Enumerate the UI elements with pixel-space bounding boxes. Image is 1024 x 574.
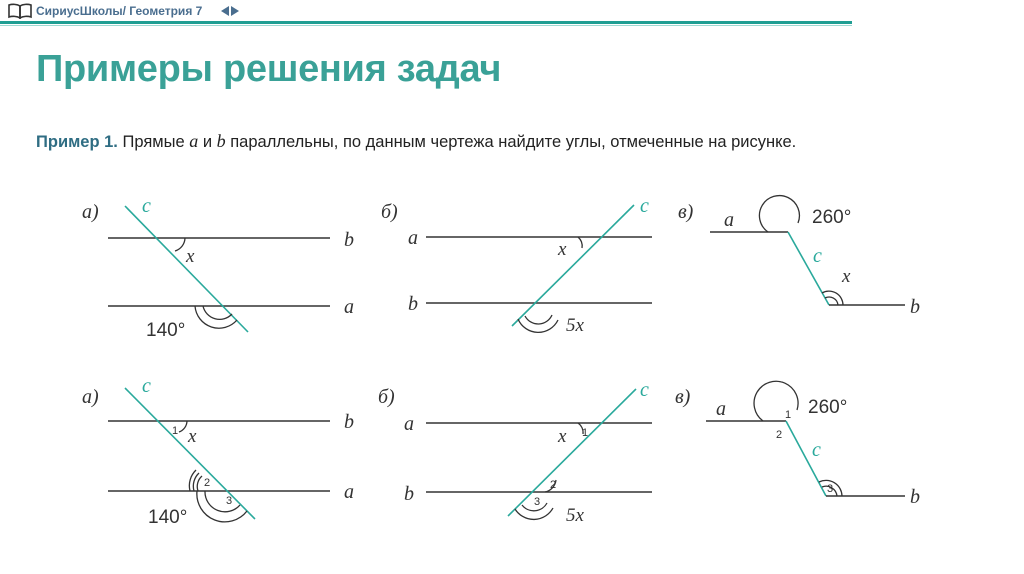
given-angle-label: 260° [808,397,848,418]
angle-arc [515,508,553,519]
figure-letter: а) [82,201,99,223]
angle-x-label: x [186,246,195,267]
angle-mark-1: 1 [582,427,589,439]
angle-x-label: x [842,266,851,287]
label-c: c [813,245,822,267]
label-b: b [910,486,920,508]
example-text-and: и [202,133,213,151]
angle-mark-2: 2 [550,479,557,491]
angle-mark-2: 2 [204,477,211,489]
transversal-c [508,389,636,516]
angle-arc [179,421,187,432]
figure-top-a [82,195,354,341]
label-c: c [812,439,821,461]
label-b: b [344,229,354,251]
angle-arc [205,491,240,512]
label-a: a [344,296,354,318]
given-angle-label: 140° [148,507,188,528]
given-angle-label: 140° [146,320,186,341]
angle-mark-2: 2 [776,429,783,441]
label-a: a [716,398,726,420]
figure-bottom-v [675,381,920,508]
angle-arc [578,237,582,248]
angle-mark-1: 1 [172,425,179,437]
figure-letter: в) [678,201,694,223]
label-a: a [404,413,414,435]
figure-bottom-b [378,379,652,526]
angle-x-label: x [188,426,197,447]
angle-arc [195,306,237,328]
label-b: b [404,483,414,505]
example-text-1: Прямые [122,133,185,151]
figure-letter: в) [675,386,691,408]
angle-arc [754,381,798,421]
figure-letter: б) [381,201,398,223]
transversal-c [788,232,829,305]
angle-x-label: x [558,426,567,447]
figure-letter: б) [378,386,395,408]
label-b: b [910,296,920,318]
angle-x-label: x [558,239,567,260]
transversal-c [125,388,255,519]
example-var-a: a [189,131,199,151]
label-c: c [640,379,649,401]
angle-arc [189,470,196,491]
given-angle-label: 260° [812,207,852,228]
angle-mark-1: 1 [785,409,792,421]
angle-arc [197,476,202,491]
angle-arc [518,319,558,332]
label-b: b [408,293,418,315]
transversal-c [125,206,248,332]
label-b: b [344,411,354,433]
angle-arc [175,238,185,251]
angle-mark-3: 3 [827,483,834,495]
page-title: Примеры решения задач [36,48,502,90]
breadcrumb-course[interactable]: Геометрия 7 [129,4,203,18]
figure-bottom-a [82,375,354,528]
angle-mark-3: 3 [534,496,541,508]
angle-arc [525,315,552,324]
figure-top-b [381,195,652,336]
given-angle-label: 5x [566,315,584,336]
label-c: c [142,375,151,397]
label-a: a [724,209,734,231]
example-text-2: параллельны, по данным чертежа найдите углы, отмеченные на рисунке. [230,133,797,151]
angle-arc [203,306,232,319]
label-c: c [640,195,649,217]
label-a: a [408,227,418,249]
example-label: Пример 1. [36,133,118,151]
transversal-c [512,205,634,326]
figure-letter: а) [82,386,99,408]
breadcrumb-site[interactable]: СириусШколы/ [36,4,126,18]
figure-top-v [678,196,920,318]
given-angle-label: 5x [566,505,584,526]
angle-mark-3: 3 [226,495,233,507]
label-c: c [142,195,151,217]
label-a: a [344,481,354,503]
angle-arc [759,196,799,232]
example-var-b: b [216,131,226,151]
